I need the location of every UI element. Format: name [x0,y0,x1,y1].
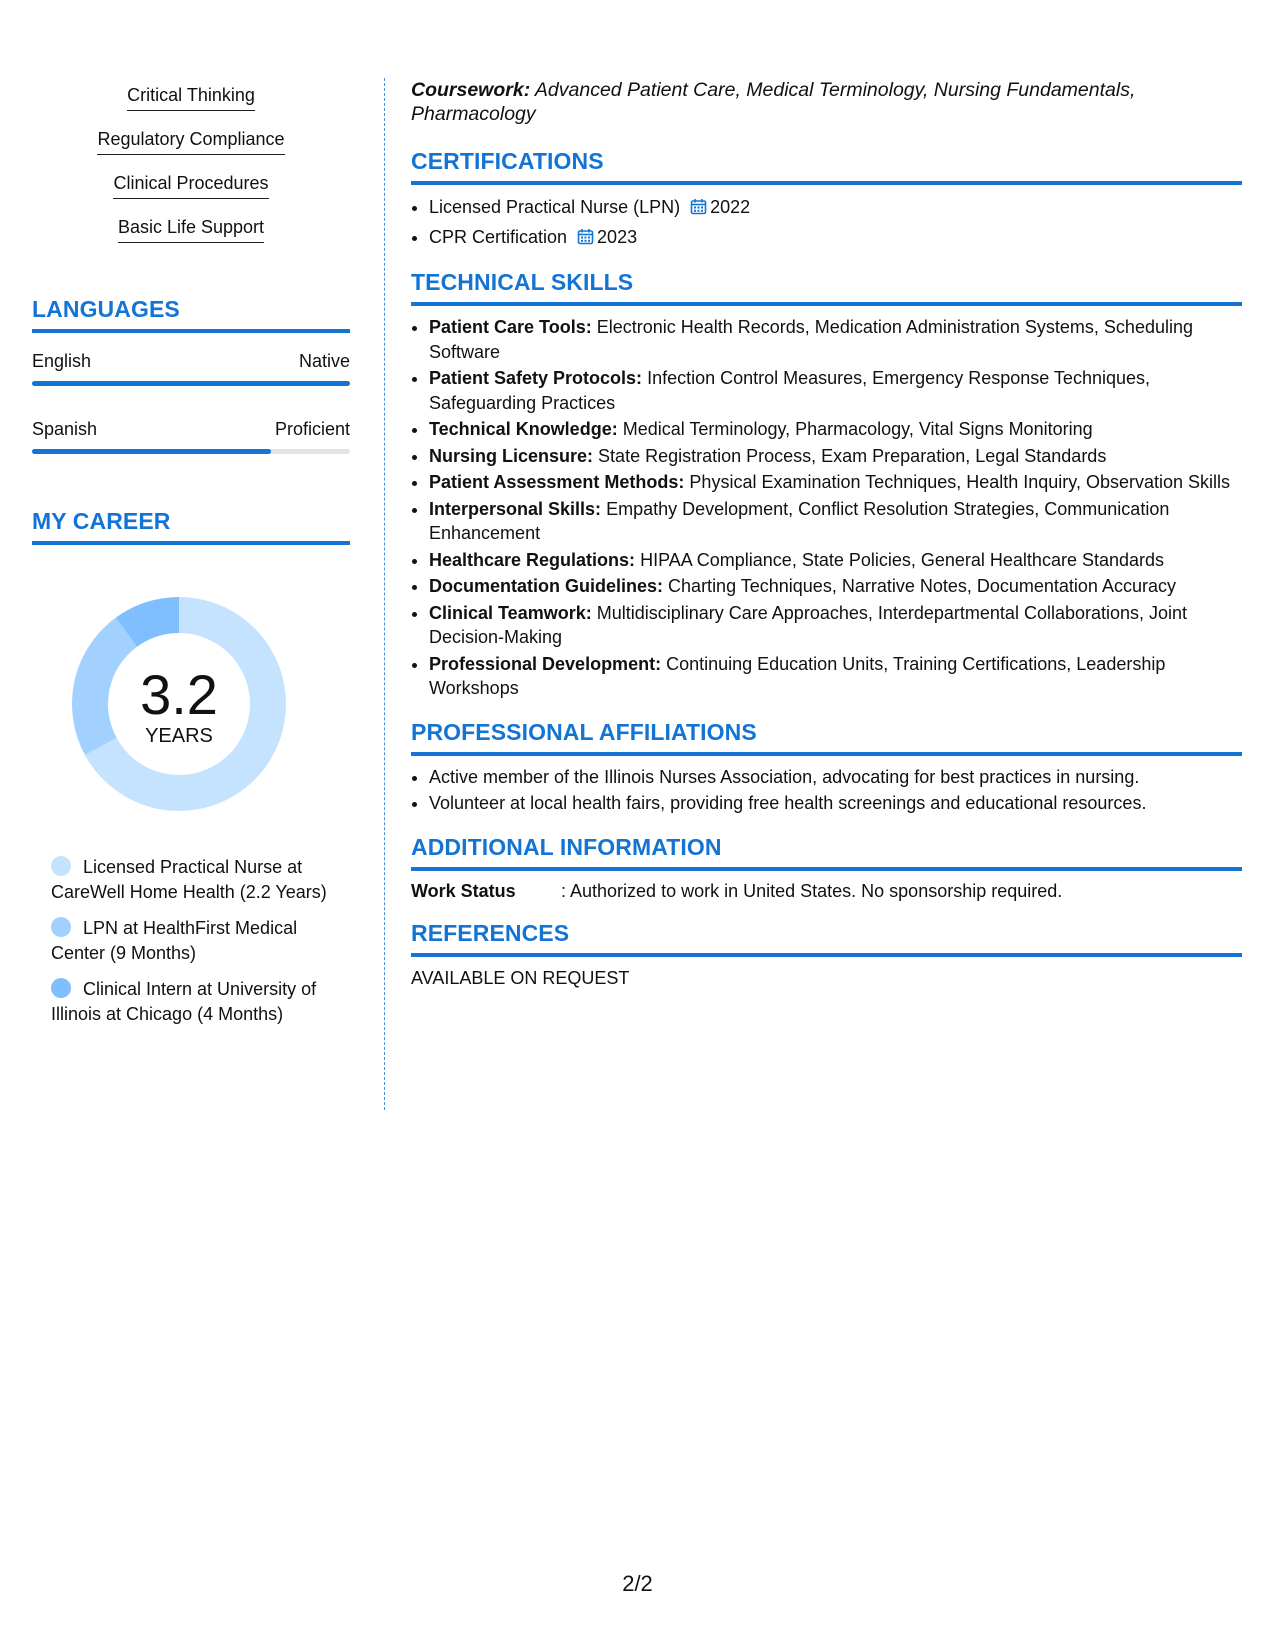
technical-skill-item [429,652,1242,701]
donut-center [66,591,292,817]
work-status-value: : Authorized to work in United States. No sponsorship required. [561,880,1063,901]
career-item-label: Clinical Intern at University of Illinois at Chicago (4 Months) [51,979,317,1024]
technical-skill-text: Electronic Health Records, Medication Administration Systems, Scheduling Software [429,317,1193,362]
work-status-row [411,881,1242,902]
technical-skill-item [429,444,1242,469]
language-bar-fill [32,449,271,454]
technical-skill-item [429,417,1242,442]
language-level: Native [298,351,350,371]
references-text: AVAILABLE ON REQUEST [411,967,630,988]
technical-skill-item [429,315,1242,364]
career-item [51,977,327,1027]
language-bar [32,449,350,454]
language-level: Proficient [274,419,350,439]
references-heading: REFERENCES [411,920,1242,957]
coursework-label: Coursework: [411,79,531,101]
certification-item [429,195,1242,222]
skill-item: Clinical Procedures [113,173,268,199]
skill-item: Basic Life Support [118,217,264,243]
technical-skill-text: Infection Control Measures, Emergency Response Techniques, Safeguarding Practices [429,368,1150,413]
career-heading: MY CAREER [32,508,350,545]
career-item-label: Licensed Practical Nurse at CareWell Home Health (2.2 Years) [51,857,327,902]
languages-list [32,351,350,454]
technical-skill-text: Continuing Education Units, Training Certifications, Leadership Workshops [429,653,1166,698]
language-bar-fill [32,381,350,386]
technical-skill-item [429,366,1242,415]
technical-skill-text: HIPAA Compliance, State Policies, General Healthcare Standards [640,549,1165,570]
career-item-label: LPN at HealthFirst Medical Center (9 Months) [51,918,298,963]
technical-skills-heading: TECHNICAL SKILLS [411,269,1242,306]
left-sidebar [32,78,350,1038]
technical-skill-text: Charting Techniques, Narrative Notes, Documentation Accuracy [668,576,1176,596]
calendar-icon [690,197,707,222]
technical-skill-item [429,497,1242,546]
skill-item: Critical Thinking [127,85,255,111]
legend-dot-icon [51,917,71,937]
technical-skill-item [429,470,1242,495]
technical-skill-label: Patient Safety Protocols: [429,368,643,388]
career-item [51,916,327,966]
career-legend [51,855,327,1027]
technical-skill-text: State Registration Process, Exam Preparation, Legal Standards [598,445,1107,466]
technical-skill-label: Healthcare Regulations: [429,549,636,570]
page-number: 2/2 [622,1571,653,1596]
technical-skill-label: Documentation Guidelines: [429,576,664,596]
technical-skill-item [429,548,1242,573]
career-unit: YEARS [145,724,213,747]
technical-skill-label: Professional Development: [429,653,662,674]
certification-year: 2022 [710,197,751,217]
career-donut-chart [66,591,292,817]
technical-skill-text: Multidisciplinary Care Approaches, Interdepartmental Collaborations, Joint Decision-Making [429,602,1188,647]
languages-heading: LANGUAGES [32,296,350,333]
language-name: English [32,351,92,371]
technical-skill-label: Technical Knowledge: [429,419,618,439]
technical-skill-text: Physical Examination Techniques, Health Inquiry, Observation Skills [689,472,1231,492]
affiliation-item: • Volunteer at local health fairs, providing free health screenings and educational resources. [429,791,1242,816]
technical-skills-list [411,315,1242,701]
language-row [32,351,350,372]
certification-item [429,225,1242,252]
affiliation-item: • Active member of the Illinois Nurses Association, advocating for best practices in nursing. [429,765,1242,790]
certification-name: CPR Certification [429,226,568,247]
coursework-text: Advanced Patient Care, Medical Terminology, Nursing Fundamentals, Pharmacology [411,79,1136,125]
certification-year: 2023 [597,226,638,247]
technical-skill-label: Interpersonal Skills: [429,498,602,519]
certifications-list [411,195,1242,251]
work-status-label: Work Status [411,880,516,901]
technical-skill-item [429,574,1242,599]
technical-skill-text: Medical Terminology, Pharmacology, Vital Signs Monitoring [622,419,1093,439]
technical-skill-label: Nursing Licensure: [429,445,594,466]
career-item [51,855,327,905]
technical-skill-label: Clinical Teamwork: [429,602,592,623]
language-name: Spanish [32,419,98,439]
affiliations-list [411,765,1242,816]
language-bar [32,381,350,386]
legend-dot-icon [51,856,71,876]
skill-item: Regulatory Compliance [97,129,284,155]
calendar-icon [577,227,594,252]
legend-dot-icon [51,978,71,998]
column-divider [384,78,385,1110]
main-content [411,78,1242,989]
technical-skill-text: Empathy Development, Conflict Resolution Strategies, Communication Enhancement [429,498,1170,543]
technical-skill-item [429,601,1242,650]
skills-list [32,78,350,254]
certification-name: Licensed Practical Nurse (LPN) [429,197,681,217]
technical-skill-label: Patient Care Tools: [429,317,592,337]
affiliations-heading: PROFESSIONAL AFFILIATIONS [411,719,1242,756]
language-row [32,419,350,440]
coursework [411,78,1242,126]
certifications-heading: CERTIFICATIONS [411,148,1242,185]
additional-info-heading: ADDITIONAL INFORMATION [411,834,1242,871]
technical-skill-label: Patient Assessment Methods: [429,472,685,492]
career-total: 3.2 [140,662,218,726]
